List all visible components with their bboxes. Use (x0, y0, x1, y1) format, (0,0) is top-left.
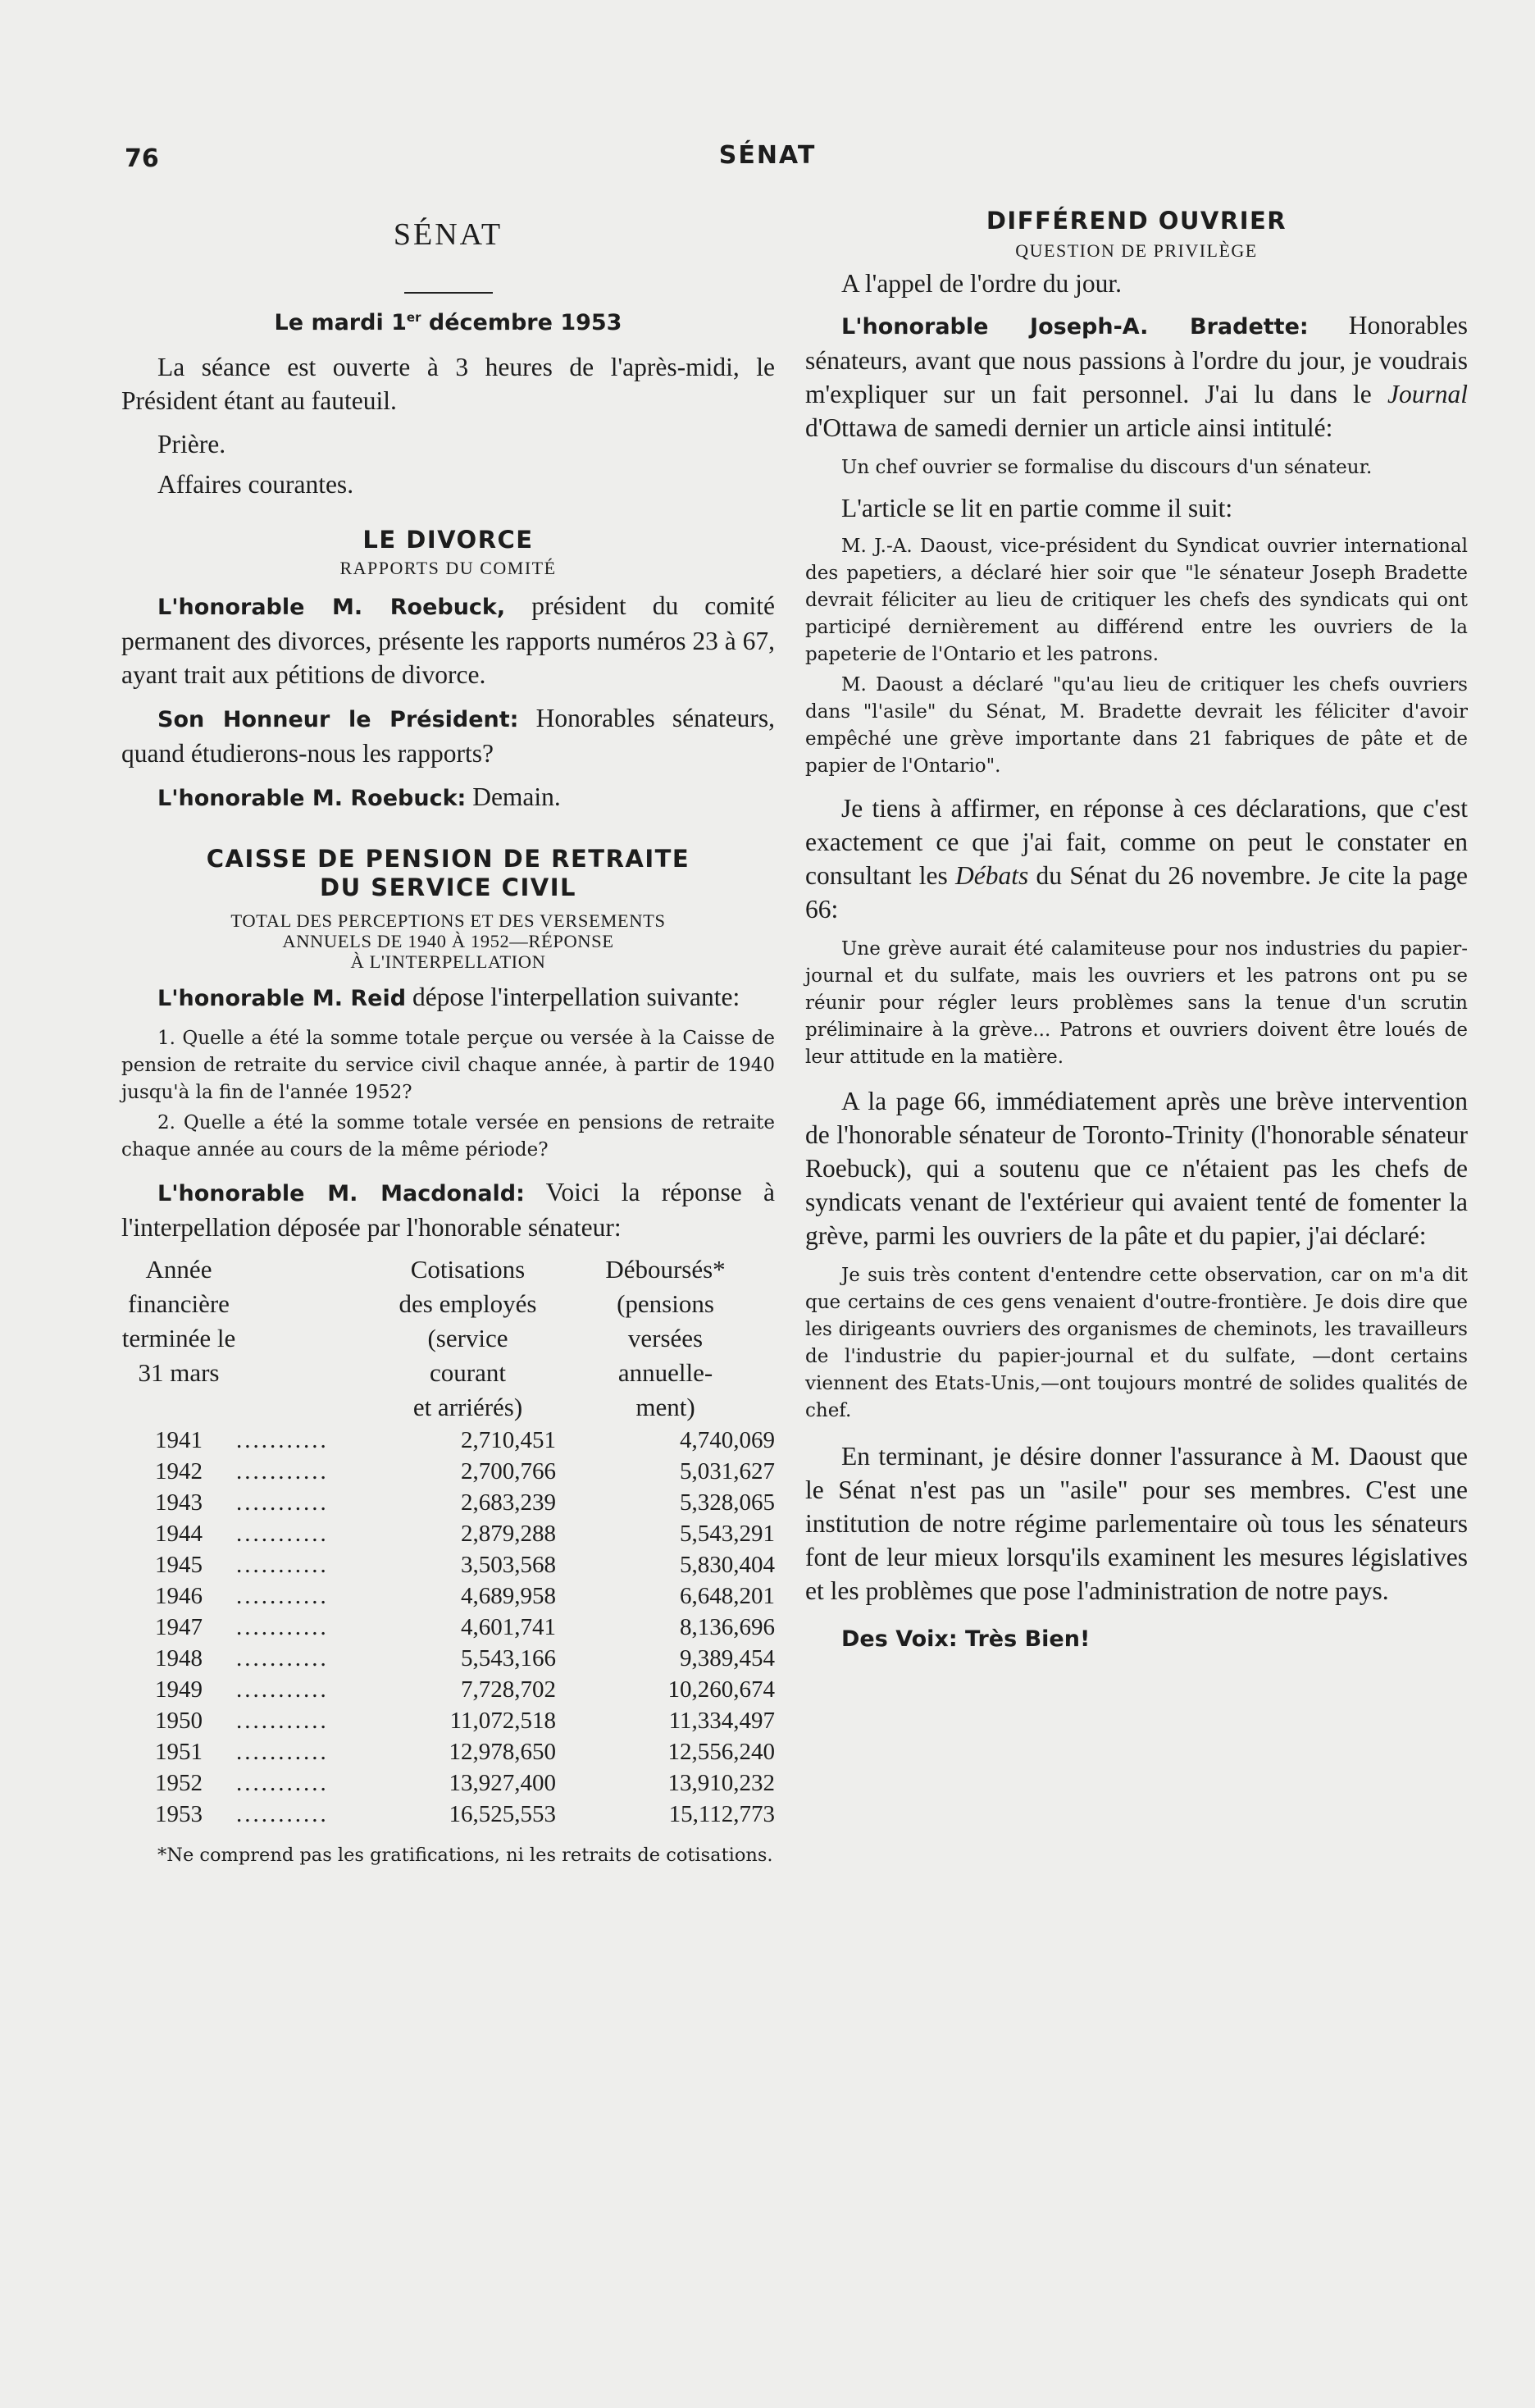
cotisations-cell: 11,072,518 (449, 1708, 556, 1734)
table-footnote: *Ne comprend pas les gratifications, ni les retraits de cotisations. (157, 1845, 773, 1866)
year-cell: 1945 (155, 1552, 203, 1578)
header-annee: Année financière terminée le 31 mars (121, 1255, 236, 1387)
page-66-paragraph: A la page 66, immédiatement après une brève intervention de l'honorable sénateur de Toronto-Trinity (l'honorable sénateur Roebuck), qui a soutenu que ce n'étaient pas les chefs de syndicats venant de l'extérieur qui avaient tenté de fomenter la grève, parmi les ouvriers de la pâte et du papier, j'ai déclaré: (805, 1087, 1468, 1250)
debourses-cell: 5,328,065 (680, 1489, 775, 1516)
differend-heading: DIFFÉREND OUVRIER (986, 207, 1287, 235)
pension-subheading: TOTAL DES PERCEPTIONS ET DES VERSEMENTS ANNUELS DE 1940 À 1952—RÉPONSE À L'INTERPELLATION (230, 910, 666, 972)
debourses-cell: 12,556,240 (667, 1739, 775, 1765)
right-column (805, 205, 1468, 1656)
debourses-cell: 9,389,454 (680, 1645, 775, 1671)
table-row (121, 1549, 775, 1580)
year-cell: 1953 (155, 1801, 203, 1827)
opening-paragraph: La séance est ouverte à 3 heures de l'après-midi, le Président étant au fauteuil. (121, 353, 775, 415)
year-cell: 1941 (155, 1427, 203, 1453)
pension-table (121, 1252, 775, 1830)
quote-title: Un chef ouvrier se formalise du discours d'un sénateur. (841, 457, 1373, 478)
leader-dots: ........... (236, 1521, 329, 1547)
table-row (121, 1612, 775, 1643)
year-cell: 1944 (155, 1521, 203, 1547)
left-column (121, 205, 775, 1868)
leader-dots: ........... (236, 1801, 329, 1827)
table-row (121, 1767, 775, 1799)
leader-dots: ........... (236, 1770, 329, 1796)
cotisations-cell: 2,700,766 (461, 1458, 556, 1484)
debourses-cell: 8,136,696 (680, 1614, 775, 1640)
pension-heading: CAISSE DE PENSION DE RETRAITE DU SERVICE CIVIL (206, 845, 690, 901)
sitting-date: Le mardi 1er décembre 1953 (274, 310, 622, 335)
table-row (121, 1643, 775, 1674)
differend-subheading: QUESTION DE PRIVILÈGE (1015, 240, 1258, 261)
leader-dots: ........... (236, 1427, 329, 1453)
cotisations-cell: 2,710,451 (461, 1427, 556, 1453)
cotisations-cell: 4,601,741 (461, 1614, 556, 1640)
divorce-heading: LE DIVORCE (362, 526, 534, 554)
debourses-cell: 5,543,291 (680, 1521, 775, 1547)
cotisations-cell: 4,689,958 (461, 1583, 556, 1609)
affirm-paragraph: Je tiens à affirmer, en réponse à ces déclarations, que c'est exactement ce que j'ai fait, comme on peut le constater en consultant les Débats du Sénat du 26 novembre. Je cite la page 66: (805, 794, 1468, 924)
divorce-paragraph-3: L'honorable M. Roebuck: Demain. (157, 782, 561, 811)
bradette-paragraph: L'honorable Joseph-A. Bradette: Honorables sénateurs, avant que nous passions à l'ordre du jour, je voudrais m'expliquer sur un fait personnel. J'ai lu dans le Journal d'Ottawa de samedi dernier un article ainsi intitulé: (805, 311, 1468, 442)
voix-line: Des Voix: Très Bien! (841, 1626, 1091, 1652)
closing-paragraph: En terminant, je désire donner l'assurance à M. Daoust que le Sénat n'est pas un "asile" pour ses membres. C'est une institution de notre régime parlementaire où tous les sénateurs font de leur mieux lorsqu'ils examinent les mesures législatives et les problèmes que pose l'administration de notre pays. (805, 1442, 1468, 1605)
year-cell: 1950 (155, 1708, 203, 1734)
leader-dots: ........... (236, 1583, 329, 1609)
leader-dots: ........... (236, 1489, 329, 1516)
cotisations-cell: 3,503,568 (461, 1552, 556, 1578)
debourses-cell: 5,830,404 (680, 1552, 775, 1578)
table-row (121, 1580, 775, 1612)
table-body (121, 1425, 775, 1830)
debourses-cell: 10,260,674 (667, 1676, 775, 1703)
debourses-cell: 15,112,773 (668, 1801, 775, 1827)
leader-dots: ........... (236, 1676, 329, 1703)
table-row (121, 1736, 775, 1767)
year-cell: 1952 (155, 1770, 203, 1796)
affaires-line: Affaires courantes. (157, 470, 354, 499)
reid-paragraph: L'honorable M. Reid dépose l'interpellation suivante: (157, 983, 740, 1011)
leader-dots: ........... (236, 1739, 329, 1765)
running-title: SÉNAT (718, 141, 817, 170)
cotisations-cell: 2,683,239 (461, 1489, 556, 1516)
table-row (121, 1425, 775, 1456)
cotisations-cell: 16,525,553 (449, 1801, 556, 1827)
table-row (121, 1456, 775, 1487)
table-header (121, 1252, 775, 1425)
leader-dots: ........... (236, 1708, 329, 1734)
table-row (121, 1799, 775, 1830)
question-2: 2. Quelle a été la somme totale versée en pensions de retraite chaque année au cours de la même période? (121, 1112, 775, 1161)
quote-daoust-1: M. J.-A. Daoust, vice-président du Syndicat ouvrier international des papetiers, a déclaré hier soir que "le sénateur Joseph Bradette devrait féliciter au lieu de critiquer les chefs des syndicats qui ont participé dernièrement au différend entre les ouvriers de la papeterie de l'Ontario et les patrons. (805, 536, 1468, 665)
page-number: 76 (125, 144, 159, 173)
appel-line: A l'appel de l'ordre du jour. (841, 269, 1123, 298)
heading-rule (404, 292, 493, 294)
macdonald-paragraph: L'honorable M. Macdonald: Voici la réponse à l'interpellation déposée par l'honorable sénateur: (121, 1178, 775, 1242)
cotisations-cell: 7,728,702 (461, 1676, 556, 1703)
debourses-cell: 4,740,069 (680, 1427, 775, 1453)
question-1: 1. Quelle a été la somme totale perçue ou versée à la Caisse de pension de retraite du service civil chaque année, à partir de 1940 jusqu'à la fin de l'année 1952? (121, 1028, 775, 1103)
table-row (121, 1674, 775, 1705)
running-head (0, 139, 1535, 180)
debourses-cell: 13,910,232 (667, 1770, 775, 1796)
cotisations-cell: 13,927,400 (449, 1770, 556, 1796)
year-cell: 1943 (155, 1489, 203, 1516)
divorce-subheading: RAPPORTS DU COMITÉ (339, 558, 557, 578)
year-cell: 1947 (155, 1614, 203, 1640)
table-row (121, 1705, 775, 1736)
quote-content: Je suis très content d'entendre cette observation, car on m'a dit que certains de ces gens venaient d'outre-frontière. Je dois dire que les dirigeants ouvriers des organismes de cheminots, les travailleurs de l'industrie du papier-journal et du sulfate, —dont certains viennent des Etats-Unis,—ont toujours montré de solides qualités de chef. (805, 1265, 1468, 1421)
cotisations-cell: 2,879,288 (461, 1521, 556, 1547)
debourses-cell: 5,031,627 (680, 1458, 775, 1484)
year-cell: 1948 (155, 1645, 203, 1671)
debourses-cell: 11,334,497 (668, 1708, 775, 1734)
divorce-paragraph-1: L'honorable M. Roebuck, président du comité permanent des divorces, présente les rapports numéros 23 à 67, ayant trait aux pétitions de divorce. (121, 591, 775, 689)
leader-dots: ........... (236, 1614, 329, 1640)
article-intro: L'article se lit en partie comme il suit: (841, 494, 1233, 522)
quote-daoust-2: M. Daoust a déclaré "qu'au lieu de critiquer les chefs ouvriers dans "l'asile" du Sénat, M. Bradette devrait les féliciter d'avoir empêché une grève importante dans 21 fabriques de pâte et de papier de l'Ontario". (805, 674, 1468, 777)
cotisations-cell: 5,543,166 (461, 1645, 556, 1671)
quote-page-66: Une grève aurait été calamiteuse pour nos industries du papier-journal et du sulfate, mais les ouvriers et les patrons ont pu se réunir pour régler leurs problèmes sans la tenue d'un scrutin préliminaire à la grève... Patrons et ouvriers doivent être loués de leur attitude en la matière. (805, 938, 1468, 1068)
table-row (121, 1518, 775, 1549)
section-heading-senat: SÉNAT (393, 217, 503, 252)
divorce-paragraph-2: Son Honneur le Président: Honorables sénateurs, quand étudierons-nous les rapports? (121, 704, 775, 768)
table-row (121, 1487, 775, 1518)
year-cell: 1946 (155, 1583, 203, 1609)
header-debourses: Déboursés* (pensions versées annuelle- ment) (605, 1255, 726, 1421)
leader-dots: ........... (236, 1458, 329, 1484)
year-cell: 1942 (155, 1458, 203, 1484)
year-cell: 1951 (155, 1739, 203, 1765)
year-cell: 1949 (155, 1676, 203, 1703)
debourses-cell: 6,648,201 (680, 1583, 775, 1609)
priere-line: Prière. (157, 430, 226, 458)
header-cotisations: Cotisations des employés (service courant et arriérés) (399, 1255, 537, 1421)
leader-dots: ........... (236, 1552, 329, 1578)
leader-dots: ........... (236, 1645, 329, 1671)
cotisations-cell: 12,978,650 (449, 1739, 556, 1765)
